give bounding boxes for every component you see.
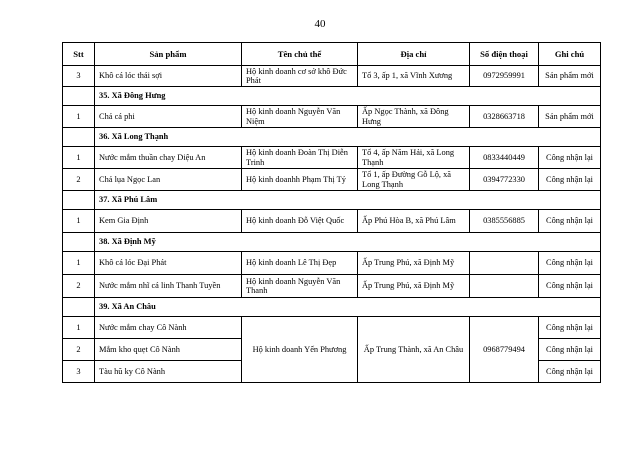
page-number: 40: [314, 18, 326, 30]
row-stt: 2: [63, 275, 95, 298]
row-note: Công nhận lại: [539, 169, 601, 191]
row-address: Ấp Ngọc Thành, xã Đông Hưng: [358, 106, 470, 128]
row-address: Ấp Trung Phú, xã Định Mỹ: [358, 275, 470, 298]
row-note: Sản phẩm mới: [539, 106, 601, 128]
row-address: Tổ 4, ấp Năm Hải, xã Long Thạnh: [358, 147, 470, 169]
row-phone: 0394772330: [470, 169, 539, 191]
row-product: Mắm kho quẹt Cô Nành: [95, 339, 242, 361]
header-product: Sản phẩm: [95, 43, 242, 66]
row-phone: 0968779494: [470, 317, 539, 383]
row-address: Ấp Trung Thành, xã An Châu: [358, 317, 470, 383]
section-header-row: [63, 298, 601, 317]
table-row: [63, 210, 601, 233]
row-owner: Hộ kinh doanh cơ sở khô Đức Phát: [242, 66, 358, 87]
table-row: [63, 147, 601, 169]
product-table: [62, 42, 601, 383]
table-row: [63, 66, 601, 87]
table-row: [63, 106, 601, 128]
row-product: Nước mắm chay Cô Nành: [95, 317, 242, 339]
row-phone: 0385556885: [470, 210, 539, 233]
row-owner: Hộ kinh doanh Đỗ Việt Quốc: [242, 210, 358, 233]
table-row: [63, 252, 601, 275]
row-owner: Hộ kinh doanh Lê Thị Đẹp: [242, 252, 358, 275]
section-header-row: [63, 191, 601, 210]
row-product: Chả lụa Ngọc Lan: [95, 169, 242, 191]
row-owner: Hộ kinh doanh Yến Phương: [242, 317, 358, 383]
row-stt: 1: [63, 147, 95, 169]
row-note: Công nhận lại: [539, 339, 601, 361]
section-title: 37. Xã Phú Lâm: [95, 191, 601, 210]
row-owner: Hộ kinh doanh Đoàn Thị Diễn Trinh: [242, 147, 358, 169]
row-phone: 0833440449: [470, 147, 539, 169]
row-note: Công nhận lại: [539, 252, 601, 275]
row-stt: 1: [63, 210, 95, 233]
header-note: Ghi chú: [539, 43, 601, 66]
section-spacer: [63, 191, 95, 210]
section-header-row: [63, 233, 601, 252]
row-address: Ấp Trung Phú, xã Định Mỹ: [358, 252, 470, 275]
row-owner: Hộ kinh doanh Nguyễn Văn Thanh: [242, 275, 358, 298]
row-stt: 2: [63, 169, 95, 191]
row-note: Công nhận lại: [539, 147, 601, 169]
row-stt: 3: [63, 361, 95, 383]
row-product: Nước mắm nhĩ cá linh Thanh Tuyền: [95, 275, 242, 298]
table-row: [63, 275, 601, 298]
row-phone: 0972959991: [470, 66, 539, 87]
row-stt: 1: [63, 317, 95, 339]
row-phone: 0328663718: [470, 106, 539, 128]
row-product: Kem Gia Định: [95, 210, 242, 233]
row-product: Khô cá lóc Đại Phát: [95, 252, 242, 275]
section-title: 36. Xã Long Thạnh: [95, 128, 601, 147]
row-phone: [470, 252, 539, 275]
row-stt: 2: [63, 339, 95, 361]
row-stt: 3: [63, 66, 95, 87]
section-header-row: [63, 87, 601, 106]
row-product: Khô cá lóc thái sợi: [95, 66, 242, 87]
row-address: Ấp Phú Hòa B, xã Phú Lâm: [358, 210, 470, 233]
row-address: Tổ 3, ấp 1, xã Vĩnh Xương: [358, 66, 470, 87]
row-note: Công nhận lại: [539, 361, 601, 383]
table-row: [63, 169, 601, 191]
row-note: Công nhận lại: [539, 275, 601, 298]
header-address: Địa chỉ: [358, 43, 470, 66]
row-note: Sản phẩm mới: [539, 66, 601, 87]
row-stt: 1: [63, 252, 95, 275]
section-spacer: [63, 298, 95, 317]
section-spacer: [63, 128, 95, 147]
header-owner: Tên chủ thể: [242, 43, 358, 66]
section-title: 35. Xã Đông Hưng: [95, 87, 601, 106]
row-product: Nước mắm thuần chay Diệu An: [95, 147, 242, 169]
section-title: 39. Xã An Châu: [95, 298, 601, 317]
row-note: Công nhận lại: [539, 317, 601, 339]
row-note: Công nhận lại: [539, 210, 601, 233]
row-phone: [470, 275, 539, 298]
table-row: [63, 317, 601, 339]
row-stt: 1: [63, 106, 95, 128]
row-owner: Hộ kinh doanh Nguyễn Văn Niệm: [242, 106, 358, 128]
section-header-row: [63, 128, 601, 147]
section-spacer: [63, 87, 95, 106]
header-stt: Stt: [63, 43, 95, 66]
row-product: Chả cá phi: [95, 106, 242, 128]
header-phone: Số điện thoại: [470, 43, 539, 66]
row-owner: Hộ kinh doanhh Phạm Thị Tỷ: [242, 169, 358, 191]
table-header-row: [63, 43, 601, 66]
row-product: Tàu hũ ky Cô Nành: [95, 361, 242, 383]
section-spacer: [63, 233, 95, 252]
section-title: 38. Xã Định Mỹ: [95, 233, 601, 252]
row-address: Tổ 1, ấp Đường Gỗ Lộ, xã Long Thạnh: [358, 169, 470, 191]
